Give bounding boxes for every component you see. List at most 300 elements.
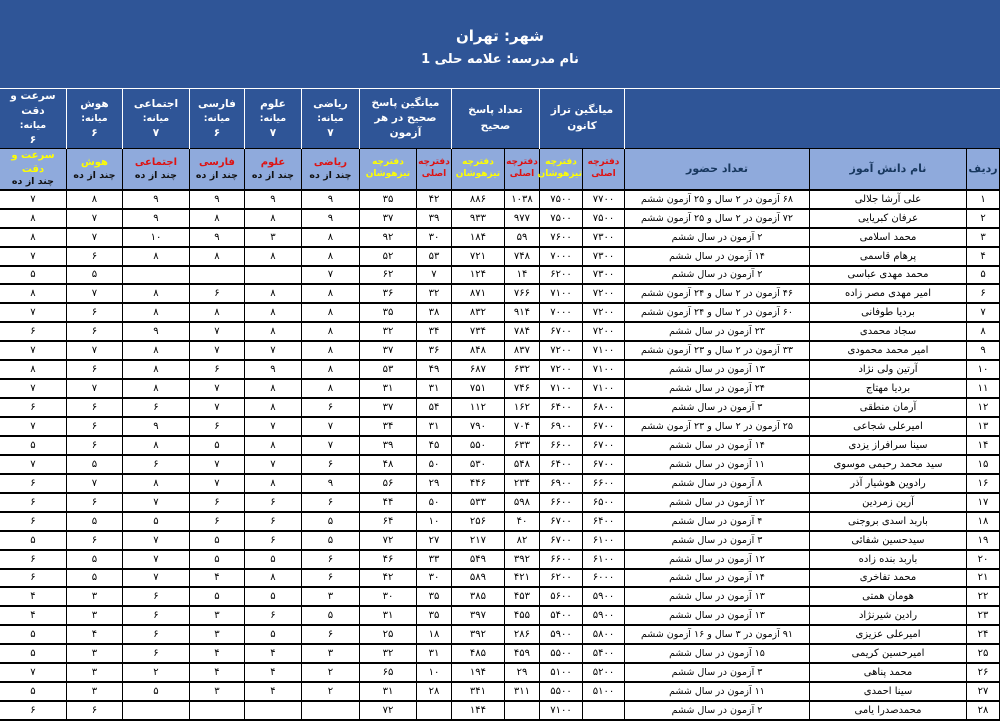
cell-student-name: امیرحسین کریمی <box>810 644 967 663</box>
cell-taraz-tizhooshan-booklet: ۶۲۰۰ <box>539 266 582 285</box>
cell-correct-count-main: ۷۴۸ <box>504 247 539 266</box>
cell-student-name: بردیا مهتاج <box>810 379 967 398</box>
subject-intelligence-label: هوش <box>80 97 109 110</box>
cell-social-score: ۸ <box>122 247 189 266</box>
cell-correct-count-main: ۶۳۲ <box>504 360 539 379</box>
cell-science-score: ۸ <box>244 569 301 588</box>
cell-intelligence-score: ۵ <box>66 550 122 569</box>
cell-taraz-main-booklet: ۶۷۰۰ <box>582 417 624 436</box>
cell-taraz-main-booklet: ۷۱۰۰ <box>582 379 624 398</box>
cell-student-name: آرین زمردین <box>810 493 967 512</box>
cell-intelligence-score: ۳ <box>66 644 122 663</box>
cell-student-name: امیرعلی شجاعی <box>810 417 967 436</box>
student-row <box>0 569 1000 588</box>
cell-speed-accuracy-score: ۸ <box>0 284 66 303</box>
cell-taraz-main-booklet: ۶۰۰۰ <box>582 569 624 588</box>
cell-correct-average-tizhooshan: ۹۲ <box>359 228 416 247</box>
cell-correct-average-tizhooshan: ۳۹ <box>359 436 416 455</box>
cell-social-score: ۱۰ <box>122 228 189 247</box>
cell-science-score <box>244 266 301 285</box>
cell-correct-count-tizhooshan: ۳۹۷ <box>451 606 504 625</box>
cell-correct-average-tizhooshan: ۲۵ <box>359 625 416 644</box>
cell-taraz-tizhooshan-booklet: ۶۲۰۰ <box>539 569 582 588</box>
cell-student-name: پرهام قاسمی <box>810 247 967 266</box>
cell-speed-accuracy-score: ۷ <box>0 341 66 360</box>
student-row <box>0 284 1000 303</box>
cell-student-name: سینا احمدی <box>810 682 967 701</box>
cell-taraz-tizhooshan-booklet: ۷۵۰۰ <box>539 190 582 209</box>
farsi-subheader-label: فارسی <box>198 157 235 169</box>
cell-attendance: ۱۲ آزمون در سال ششم <box>624 493 809 512</box>
cell-social-score: ۷ <box>122 531 189 550</box>
cell-intelligence-score: ۶ <box>66 247 122 266</box>
cell-social-score: ۵ <box>122 682 189 701</box>
cell-speed-accuracy-score: ۷ <box>0 247 66 266</box>
cell-attendance: ۶۸ آزمون در ۲ سال و ۲۵ آزمون ششم <box>624 190 809 209</box>
cell-science-score: ۸ <box>244 303 301 322</box>
cell-speed-accuracy-score: ۶ <box>0 474 66 493</box>
cell-science-score: ۷ <box>244 341 301 360</box>
cell-social-score: ۷ <box>122 493 189 512</box>
cell-science-score: ۸ <box>244 436 301 455</box>
cell-taraz-tizhooshan-booklet: ۵۱۰۰ <box>539 663 582 682</box>
cell-row-number: ۲۷ <box>967 682 1000 701</box>
cell-farsi-score: ۵ <box>189 587 244 606</box>
cell-correct-average-tizhooshan: ۶۵ <box>359 663 416 682</box>
cell-science-score: ۸ <box>244 379 301 398</box>
student-row <box>0 531 1000 550</box>
student-row <box>0 606 1000 625</box>
cell-student-name: امیر مهدی مصر زاده <box>810 284 967 303</box>
count-tizhooshan-booklet-header: دفترچه تیزهوشان <box>451 149 504 190</box>
subject-header-farsi <box>189 89 244 149</box>
cell-correct-average-main: ۳۳ <box>416 550 451 569</box>
subject-header-social <box>122 89 189 149</box>
cell-social-score: ۷ <box>122 550 189 569</box>
cell-taraz-tizhooshan-booklet: ۶۷۰۰ <box>539 531 582 550</box>
math-subheader <box>301 149 359 190</box>
cell-correct-average-main: ۳۵ <box>416 606 451 625</box>
cell-math-score: ۳ <box>301 587 359 606</box>
cell-row-number: ۵ <box>967 266 1000 285</box>
cell-speed-accuracy-score: ۶ <box>0 398 66 417</box>
cell-intelligence-score: ۷ <box>66 284 122 303</box>
cell-farsi-score: ۳ <box>189 606 244 625</box>
cell-attendance: ۹۱ آزمون در ۳ سال و ۱۶ آزمون ششم <box>624 625 809 644</box>
student-row <box>0 682 1000 701</box>
cell-student-name: عرفان کبریایی <box>810 209 967 228</box>
cell-attendance: ۳۳ آزمون در ۲ سال و ۲۳ آزمون ششم <box>624 341 809 360</box>
group-header-row <box>0 89 1000 149</box>
cell-correct-average-main: ۳۰ <box>416 569 451 588</box>
speed-accuracy-subheader <box>0 149 66 190</box>
cell-farsi-score: ۹ <box>189 190 244 209</box>
median-caption: میانه: <box>259 112 287 124</box>
cell-correct-count-main: ۲۹ <box>504 663 539 682</box>
cell-attendance: ۲ آزمون در سال ششم <box>624 228 809 247</box>
sub-header-row <box>0 149 1000 190</box>
cell-taraz-tizhooshan-booklet: ۵۶۰۰ <box>539 587 582 606</box>
cell-taraz-main-booklet: ۷۱۰۰ <box>582 341 624 360</box>
cell-student-name: محمد پناهی <box>810 663 967 682</box>
intelligence-subheader-label: هوش <box>80 157 108 169</box>
subject-intelligence-median: ۶ <box>91 126 98 139</box>
cell-intelligence-score: ۷ <box>66 341 122 360</box>
cell-attendance: ۴ آزمون در سال ششم <box>624 512 809 531</box>
row-number-header: ردیف <box>967 149 1000 190</box>
cell-correct-average-tizhooshan: ۷۲ <box>359 701 416 720</box>
cell-correct-count-tizhooshan: ۲۵۶ <box>451 512 504 531</box>
student-row <box>0 663 1000 682</box>
cell-correct-average-tizhooshan: ۴۴ <box>359 493 416 512</box>
cell-correct-average-tizhooshan: ۵۳ <box>359 360 416 379</box>
cell-row-number: ۲۸ <box>967 701 1000 720</box>
cell-correct-count-tizhooshan: ۸۴۸ <box>451 341 504 360</box>
cell-correct-count-tizhooshan: ۷۳۴ <box>451 322 504 341</box>
cell-taraz-main-booklet: ۷۷۰۰ <box>582 190 624 209</box>
cell-correct-average-tizhooshan: ۳۲ <box>359 322 416 341</box>
cell-social-score: ۶ <box>122 398 189 417</box>
cell-correct-average-tizhooshan: ۳۷ <box>359 398 416 417</box>
cell-correct-count-tizhooshan: ۸۸۶ <box>451 190 504 209</box>
cell-science-score: ۶ <box>244 512 301 531</box>
out-of-ten-label: چند از ده <box>134 169 177 181</box>
cell-speed-accuracy-score: ۵ <box>0 531 66 550</box>
cell-correct-count-main: ۱۶۲ <box>504 398 539 417</box>
cell-correct-average-tizhooshan: ۶۲ <box>359 266 416 285</box>
cell-correct-count-tizhooshan: ۳۸۵ <box>451 587 504 606</box>
cell-social-score: ۸ <box>122 284 189 303</box>
cell-correct-count-tizhooshan: ۵۸۹ <box>451 569 504 588</box>
cell-farsi-score: ۷ <box>189 379 244 398</box>
cell-farsi-score: ۵ <box>189 436 244 455</box>
group-header-correct-average: میانگین پاسخ صحیح در هر آزمون <box>359 89 451 149</box>
student-row <box>0 322 1000 341</box>
cell-intelligence-score: ۶ <box>66 493 122 512</box>
math-subheader-label: ریاضی <box>313 157 347 169</box>
cell-correct-count-main: ۱۴ <box>504 266 539 285</box>
cell-speed-accuracy-score: ۷ <box>0 379 66 398</box>
subject-header-speed-accuracy <box>0 89 66 149</box>
cell-correct-count-main: ۴۲۱ <box>504 569 539 588</box>
out-of-ten-label: چند از ده <box>309 169 352 181</box>
intelligence-subheader <box>66 149 122 190</box>
cell-science-score: ۵ <box>244 587 301 606</box>
cell-row-number: ۳ <box>967 228 1000 247</box>
cell-social-score <box>122 701 189 720</box>
cell-attendance: ۱۳ آزمون در سال ششم <box>624 360 809 379</box>
cell-social-score: ۹ <box>122 322 189 341</box>
header-corner-spacer <box>624 89 999 149</box>
cell-correct-count-main: ۲۳۴ <box>504 474 539 493</box>
cell-taraz-main-booklet: ۷۳۰۰ <box>582 266 624 285</box>
cell-row-number: ۱۶ <box>967 474 1000 493</box>
cell-taraz-main-booklet: ۶۱۰۰ <box>582 531 624 550</box>
cell-farsi-score: ۷ <box>189 474 244 493</box>
cell-taraz-main-booklet: ۷۲۰۰ <box>582 284 624 303</box>
cell-farsi-score: ۴ <box>189 644 244 663</box>
cell-row-number: ۱۱ <box>967 379 1000 398</box>
cell-science-score: ۸ <box>244 398 301 417</box>
cell-correct-count-tizhooshan: ۵۵۰ <box>451 436 504 455</box>
cell-row-number: ۱۷ <box>967 493 1000 512</box>
cell-math-score: ۸ <box>301 322 359 341</box>
cell-student-name: محمد مهدی عباسی <box>810 266 967 285</box>
cell-correct-average-main: ۵۰ <box>416 455 451 474</box>
cell-speed-accuracy-score: ۵ <box>0 644 66 663</box>
cell-taraz-main-booklet: ۶۴۰۰ <box>582 512 624 531</box>
cell-speed-accuracy-score: ۶ <box>0 493 66 512</box>
cell-correct-average-tizhooshan: ۳۴ <box>359 417 416 436</box>
cell-correct-average-main: ۳۱ <box>416 644 451 663</box>
cell-correct-count-tizhooshan: ۱۹۴ <box>451 663 504 682</box>
cell-science-score: ۸ <box>244 474 301 493</box>
cell-correct-average-tizhooshan: ۳۷ <box>359 209 416 228</box>
cell-taraz-main-booklet <box>582 701 624 720</box>
cell-attendance: ۱۳ آزمون در سال ششم <box>624 606 809 625</box>
cell-student-name: سینا سرافراز یزدی <box>810 436 967 455</box>
cell-intelligence-score: ۳ <box>66 682 122 701</box>
cell-correct-average-main: ۱۰ <box>416 512 451 531</box>
cell-correct-average-main: ۳۸ <box>416 303 451 322</box>
student-row <box>0 474 1000 493</box>
cell-math-score: ۸ <box>301 341 359 360</box>
cell-correct-count-main: ۲۸۶ <box>504 625 539 644</box>
cell-science-score: ۴ <box>244 644 301 663</box>
cell-farsi-score: ۶ <box>189 417 244 436</box>
cell-farsi-score: ۷ <box>189 322 244 341</box>
cell-science-score: ۹ <box>244 360 301 379</box>
cell-speed-accuracy-score: ۸ <box>0 209 66 228</box>
cell-speed-accuracy-score: ۶ <box>0 550 66 569</box>
cell-social-score: ۸ <box>122 303 189 322</box>
cell-farsi-score: ۳ <box>189 625 244 644</box>
cell-attendance: ۳ آزمون در سال ششم <box>624 398 809 417</box>
student-row <box>0 625 1000 644</box>
cell-attendance: ۴۶ آزمون در ۲ سال و ۲۴ آزمون ششم <box>624 284 809 303</box>
subject-speed-accuracy-median: ۶ <box>29 134 37 147</box>
cell-speed-accuracy-score: ۴ <box>0 606 66 625</box>
cell-row-number: ۲۶ <box>967 663 1000 682</box>
cell-student-name: آرتین ولی نژاد <box>810 360 967 379</box>
cell-attendance: ۱۱ آزمون در سال ششم <box>624 455 809 474</box>
cell-attendance: ۱۴ آزمون در سال ششم <box>624 436 809 455</box>
cell-math-score: ۹ <box>301 474 359 493</box>
students-score-table <box>0 88 1000 721</box>
cell-speed-accuracy-score: ۷ <box>0 417 66 436</box>
cell-correct-count-tizhooshan: ۵۳۳ <box>451 493 504 512</box>
cell-correct-count-main: ۴۵۳ <box>504 587 539 606</box>
cell-student-name: امیر محمد محمودی <box>810 341 967 360</box>
cell-row-number: ۱۹ <box>967 531 1000 550</box>
cell-taraz-tizhooshan-booklet: ۶۹۰۰ <box>539 474 582 493</box>
cell-taraz-main-booklet: ۵۱۰۰ <box>582 682 624 701</box>
cell-correct-count-tizhooshan: ۴۸۵ <box>451 644 504 663</box>
cell-correct-count-main: ۷۶۶ <box>504 284 539 303</box>
cell-taraz-tizhooshan-booklet: ۷۰۰۰ <box>539 247 582 266</box>
cell-social-score: ۹ <box>122 417 189 436</box>
cell-correct-average-tizhooshan: ۳۲ <box>359 644 416 663</box>
subject-header-intelligence <box>66 89 122 149</box>
cell-row-number: ۷ <box>967 303 1000 322</box>
cell-correct-count-tizhooshan: ۴۴۶ <box>451 474 504 493</box>
cell-farsi-score: ۴ <box>189 663 244 682</box>
cell-correct-count-main <box>504 701 539 720</box>
cell-science-score: ۳ <box>244 228 301 247</box>
cell-attendance: ۳ آزمون در سال ششم <box>624 663 809 682</box>
cell-taraz-main-booklet: ۷۱۰۰ <box>582 360 624 379</box>
cell-intelligence-score: ۶ <box>66 303 122 322</box>
student-row <box>0 303 1000 322</box>
cell-social-score: ۹ <box>122 209 189 228</box>
cell-row-number: ۲۲ <box>967 587 1000 606</box>
cell-correct-count-tizhooshan: ۱۱۲ <box>451 398 504 417</box>
cell-correct-average-main: ۲۸ <box>416 682 451 701</box>
cell-math-score: ۸ <box>301 360 359 379</box>
cell-farsi-score: ۷ <box>189 398 244 417</box>
cell-speed-accuracy-score: ۶ <box>0 512 66 531</box>
cell-taraz-tizhooshan-booklet: ۵۵۰۰ <box>539 644 582 663</box>
cell-social-score: ۸ <box>122 436 189 455</box>
cell-math-score: ۲ <box>301 682 359 701</box>
cell-science-score: ۴ <box>244 663 301 682</box>
cell-correct-average-main: ۳۰ <box>416 228 451 247</box>
student-name-header: نام دانش آموز <box>810 149 967 190</box>
out-of-ten-label: چند از ده <box>11 176 54 188</box>
cell-speed-accuracy-score: ۶ <box>0 701 66 720</box>
cell-farsi-score: ۷ <box>189 455 244 474</box>
cell-social-score <box>122 266 189 285</box>
cell-correct-count-main: ۹۱۴ <box>504 303 539 322</box>
median-caption: میانه: <box>203 112 231 124</box>
cell-social-score: ۲ <box>122 663 189 682</box>
cell-speed-accuracy-score: ۴ <box>0 587 66 606</box>
cell-attendance: ۱۴ آزمون در سال ششم <box>624 247 809 266</box>
cell-correct-average-tizhooshan: ۳۱ <box>359 682 416 701</box>
cell-taraz-tizhooshan-booklet: ۷۱۰۰ <box>539 379 582 398</box>
cell-math-score: ۶ <box>301 550 359 569</box>
cell-taraz-main-booklet: ۶۶۰۰ <box>582 474 624 493</box>
cell-correct-count-tizhooshan: ۷۹۰ <box>451 417 504 436</box>
cell-science-score <box>244 701 301 720</box>
cell-attendance: ۳ آزمون در سال ششم <box>624 531 809 550</box>
student-row <box>0 190 1000 209</box>
cell-speed-accuracy-score: ۶ <box>0 322 66 341</box>
subject-header-math <box>301 89 359 149</box>
cell-row-number: ۴ <box>967 247 1000 266</box>
cell-correct-average-tizhooshan: ۴۶ <box>359 550 416 569</box>
cell-row-number: ۹ <box>967 341 1000 360</box>
cell-row-number: ۱ <box>967 190 1000 209</box>
cell-speed-accuracy-score: ۷ <box>0 190 66 209</box>
cell-row-number: ۱۴ <box>967 436 1000 455</box>
cell-math-score: ۶ <box>301 569 359 588</box>
cell-intelligence-score: ۵ <box>66 512 122 531</box>
cell-social-score: ۶ <box>122 644 189 663</box>
median-caption: میانه: <box>81 112 108 124</box>
cell-attendance: ۲۵ آزمون در ۲ سال و ۲۳ آزمون ششم <box>624 417 809 436</box>
cell-correct-average-main: ۲۹ <box>416 474 451 493</box>
cell-correct-count-tizhooshan: ۵۳۰ <box>451 455 504 474</box>
cell-speed-accuracy-score: ۸ <box>0 228 66 247</box>
cell-attendance: ۲ آزمون در سال ششم <box>624 701 809 720</box>
cell-correct-average-main: ۳۶ <box>416 341 451 360</box>
cell-correct-count-tizhooshan: ۱۲۴ <box>451 266 504 285</box>
cell-correct-count-main: ۳۱۱ <box>504 682 539 701</box>
cell-taraz-tizhooshan-booklet: ۶۶۰۰ <box>539 493 582 512</box>
cell-taraz-tizhooshan-booklet: ۶۷۰۰ <box>539 322 582 341</box>
cell-taraz-main-booklet: ۶۷۰۰ <box>582 436 624 455</box>
cell-taraz-main-booklet: ۵۹۰۰ <box>582 587 624 606</box>
median-caption: میانه: <box>19 120 47 132</box>
student-row <box>0 644 1000 663</box>
subject-science-label: علوم <box>260 97 286 110</box>
cell-speed-accuracy-score: ۷ <box>0 455 66 474</box>
cell-correct-count-tizhooshan: ۵۴۹ <box>451 550 504 569</box>
subject-math-label: ریاضی <box>313 97 348 110</box>
cell-math-score: ۶ <box>301 493 359 512</box>
cell-speed-accuracy-score: ۶ <box>0 569 66 588</box>
cell-science-score: ۶ <box>244 531 301 550</box>
cell-student-name: محمدصدرا یامی <box>810 701 967 720</box>
cell-correct-average-tizhooshan: ۵۶ <box>359 474 416 493</box>
cell-social-score: ۸ <box>122 341 189 360</box>
cell-student-name: سجاد محمدی <box>810 322 967 341</box>
subject-science-median: ۷ <box>269 126 277 139</box>
cell-farsi-score <box>189 266 244 285</box>
cell-taraz-tizhooshan-booklet: ۶۶۰۰ <box>539 550 582 569</box>
cell-taraz-tizhooshan-booklet: ۵۹۰۰ <box>539 625 582 644</box>
cell-correct-count-tizhooshan: ۷۵۱ <box>451 379 504 398</box>
cell-taraz-tizhooshan-booklet: ۷۶۰۰ <box>539 228 582 247</box>
cell-speed-accuracy-score: ۸ <box>0 360 66 379</box>
cell-attendance: ۲ آزمون در سال ششم <box>624 266 809 285</box>
cell-attendance: ۱۴ آزمون در سال ششم <box>624 569 809 588</box>
cell-attendance: ۱۵ آزمون در سال ششم <box>624 644 809 663</box>
cell-row-number: ۲۰ <box>967 550 1000 569</box>
cell-row-number: ۶ <box>967 284 1000 303</box>
cell-correct-average-main: ۱۸ <box>416 625 451 644</box>
student-row <box>0 266 1000 285</box>
cell-taraz-main-booklet: ۷۲۰۰ <box>582 303 624 322</box>
cell-row-number: ۸ <box>967 322 1000 341</box>
cell-social-score: ۶ <box>122 606 189 625</box>
cell-science-score: ۶ <box>244 606 301 625</box>
cell-correct-count-tizhooshan: ۲۱۷ <box>451 531 504 550</box>
cell-farsi-score: ۳ <box>189 682 244 701</box>
student-row <box>0 587 1000 606</box>
cell-intelligence-score: ۶ <box>66 322 122 341</box>
cell-math-score <box>301 701 359 720</box>
cell-correct-average-tizhooshan: ۷۲ <box>359 531 416 550</box>
cell-social-score: ۶ <box>122 587 189 606</box>
cell-correct-average-tizhooshan: ۳۶ <box>359 284 416 303</box>
student-row <box>0 398 1000 417</box>
cell-student-name: علی آرشا جلالی <box>810 190 967 209</box>
student-row <box>0 209 1000 228</box>
cell-correct-count-tizhooshan: ۷۲۱ <box>451 247 504 266</box>
cell-science-score: ۸ <box>244 322 301 341</box>
student-row <box>0 701 1000 720</box>
cell-correct-average-main: ۵۴ <box>416 398 451 417</box>
group-header-correct-count: تعداد پاسخ صحیح <box>451 89 539 149</box>
cell-attendance: ۱۲ آزمون در سال ششم <box>624 550 809 569</box>
cell-taraz-tizhooshan-booklet: ۷۲۰۰ <box>539 341 582 360</box>
cell-science-score: ۴ <box>244 682 301 701</box>
attendance-header: تعداد حضور <box>624 149 809 190</box>
cell-intelligence-score: ۶ <box>66 360 122 379</box>
cell-correct-count-main: ۵۹ <box>504 228 539 247</box>
